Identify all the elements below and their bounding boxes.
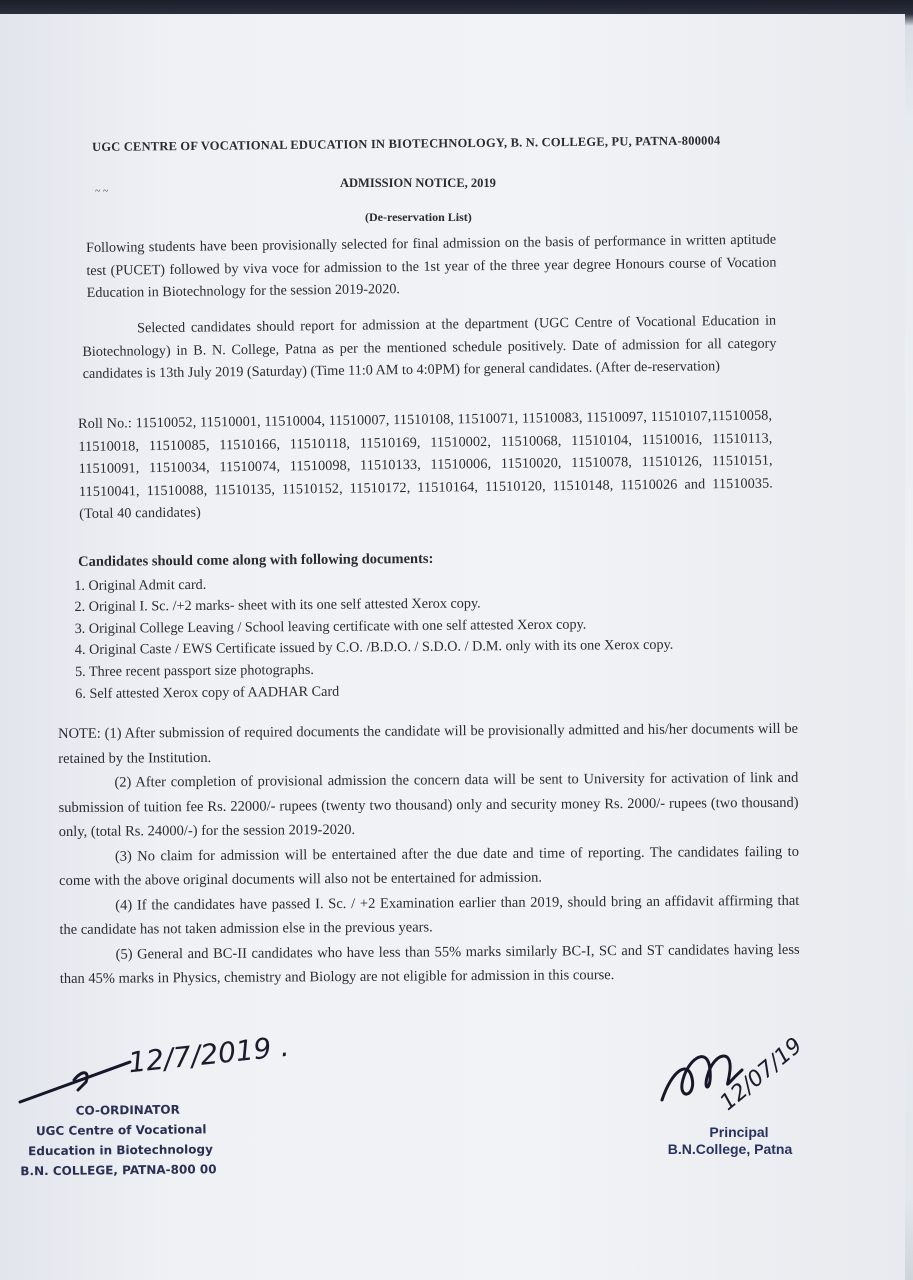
documents-section [74, 546, 795, 705]
notice-title: ADMISSION NOTICE, 2019 [340, 176, 496, 190]
principal-date: 12/07/19 [715, 1033, 808, 1116]
stamp-line: Principal [709, 1124, 769, 1140]
notes-section [58, 717, 800, 992]
roll-number-list: Roll No.: 11510052, 11510001, 11510004, 11510007, 11510108, 11510071, 11510083, 11510097, 11510107,11510058, 11510018, 11510085, 11510166, 11510118, 11510169, 11510002, 11510068, 11510104, 11510016, 11510113, 11510091, 11510034, 11510074, 11510098, 11510133, 11510006, 11510020, 11510078, 11510126, 11510151, 11510041, 11510088, 11510135, 11510152, 11510172, 11510164, 11510120, 11510148, 11510026 and 11510035. (Total 40 candidates) [78, 407, 774, 522]
note-item: (4) If the candidates have passed I. Sc. / +2 Examination earlier than 2019, should bring an affidavit affirming that the candidate has not taken admission else in the previous years. [59, 892, 800, 938]
coordinator-stamp [20, 1099, 266, 1182]
document-item: 3. Original College Leaving / School leaving certificate with one self attested Xerox copy. [74, 616, 587, 637]
document-item: 6. Self attested Xerox copy of AADHAR Card [75, 683, 340, 702]
stamp-line: B.N. COLLEGE, PATNA-800 00 [20, 1162, 217, 1179]
note-item: (5) General and BC-II candidates who have less than 55% marks similarly BC-I, SC and ST candidates having less than 45% marks in Physics, chemistry and Biology are not eligible for admission in this course. [59, 941, 800, 987]
institution-heading: UGC CENTRE OF VOCATIONAL EDUCATION IN BIOTECHNOLOGY, B. N. COLLEGE, PU, PATNA-800004 [92, 133, 721, 154]
stamp-line: CO-ORDINATOR [75, 1102, 180, 1118]
document-item: 4. Original Caste / EWS Certificate issued by C.O. /B.D.O. / S.D.O. / D.M. only with its one Xerox copy. [74, 637, 674, 659]
document-item: 1. Original Admit card. [74, 576, 207, 594]
documents-heading: Candidates should come along with following documents: [78, 550, 434, 570]
intro-paragraph: Following students have been provisionally selected for final admission on the basis of performance in written aptitude test (PUCET) followed by viva voce for admission to the 1st year of the three year degree Honours course of Vocation Education in Biotechnology for the session 2019-2020. [86, 231, 777, 301]
document-item: 5. Three recent passport size photographs. [74, 661, 314, 680]
scribble-mark: ~ ~ [95, 186, 109, 197]
coordinator-date: 12/7/2019 . [126, 1029, 291, 1080]
document-item: 2. Original I. Sc. /+2 marks- sheet with its one self attested Xerox copy. [74, 595, 481, 616]
schedule-paragraph: Selected candidates should report for admission at the department (UGC Centre of Vocational Education in Biotechnology) in B. N. College, Patna as per the mentioned schedule positively. Date of admission for all category candidates is 13th July 2019 (Saturday) (Time 11:0 AM to 4:0PM) for general candidates. (After de-reservation) [82, 312, 777, 382]
stamp-line: Education in Biotechnology [28, 1142, 213, 1159]
principal-stamp [650, 1124, 810, 1158]
note-item: (3) No claim for admission will be entertained after the due date and time of reporting. The candidates failing to come with the above original documents will also not be entertained for admission. [59, 843, 799, 889]
list-type-label: (De-reservation List) [365, 210, 472, 224]
note-item: (2) After completion of provisional admission the concern data will be sent to University for activation of link and submission of tuition fee Rs. 22000/- rupees (twenty two thousand) only and security money Rs. 2000/- rupees (two thousand) only, (total Rs. 24000/-) for the session 2019-2020. [58, 769, 799, 840]
note-item: NOTE: (1) After submission of required documents the candidate will be provisionally admitted and his/her documents will be retained by the Institution. [58, 720, 799, 767]
stamp-line: B.N.College, Patna [667, 1141, 793, 1157]
stamp-line: UGC Centre of Vocational [35, 1122, 207, 1139]
